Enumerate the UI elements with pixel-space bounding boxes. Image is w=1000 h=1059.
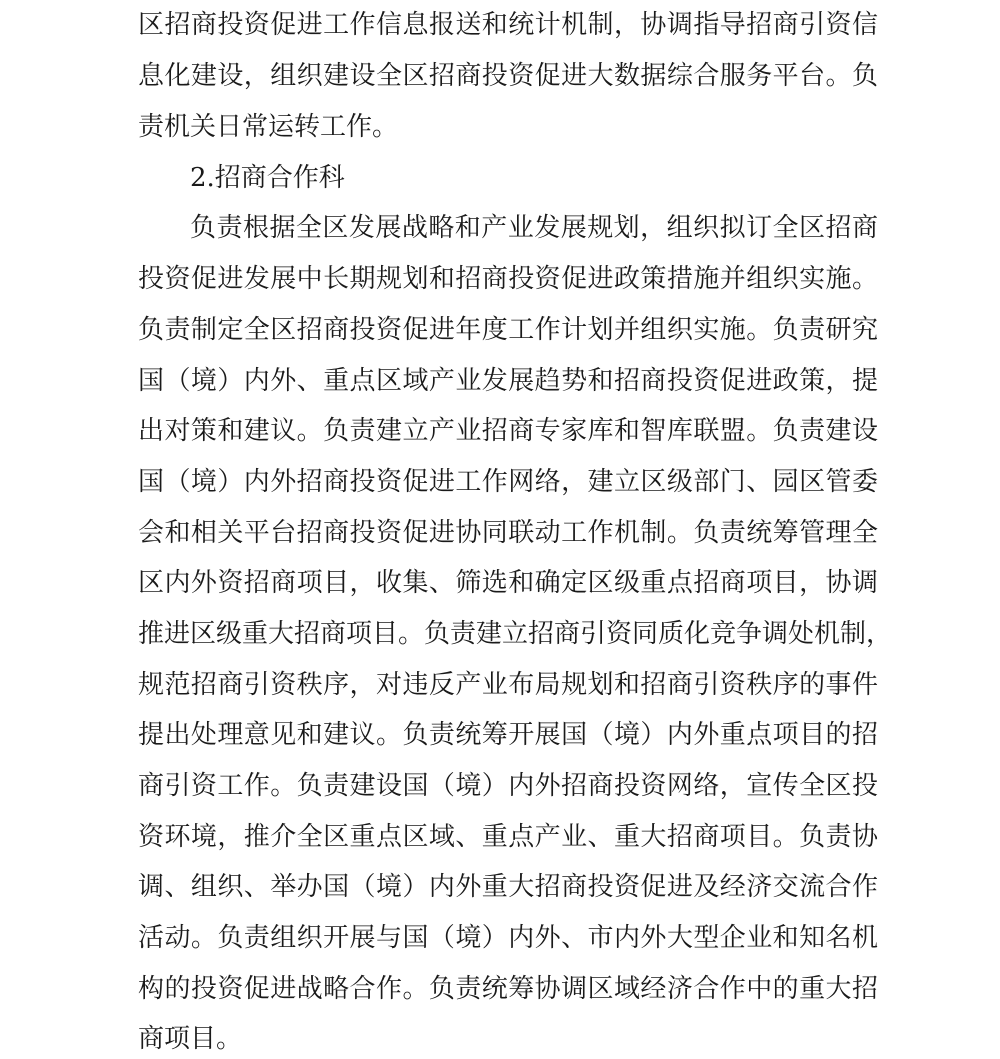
paragraph-line: 国（境）内外招商投资促进工作网络，建立区级部门、园区管委 — [138, 467, 878, 497]
paragraph-line: 活动。负责组织开展与国（境）内外、市内外大型企业和知名机 — [138, 923, 878, 953]
paragraph-line: 构的投资促进战略合作。负责统筹协调区域经济合作中的重大招 — [138, 974, 878, 1004]
paragraph-line: 责机关日常运转工作。 — [138, 112, 399, 142]
paragraph-line: 国（境）内外、重点区域产业发展趋势和招商投资促进政策，提 — [138, 366, 878, 396]
paragraph-line: 资环境，推介全区重点区域、重点产业、重大招商项目。负责协 — [138, 822, 878, 852]
paragraph-line: 投资促进发展中长期规划和招商投资促进政策措施并组织实施。 — [138, 264, 878, 294]
paragraph-line: 出对策和建议。负责建立产业招商专家库和智库联盟。负责建设 — [138, 416, 878, 446]
paragraph-line: 息化建设，组织建设全区招商投资促进大数据综合服务平台。负 — [138, 61, 878, 91]
paragraph-line: 区内外资招商项目，收集、筛选和确定区级重点招商项目，协调 — [138, 568, 878, 598]
paragraph-line: 规范招商引资秩序，对违反产业布局规划和招商引资秩序的事件 — [138, 670, 878, 700]
paragraph-line: 区招商投资促进工作信息报送和统计机制，协调指导招商引资信 — [138, 10, 878, 40]
paragraph-line: 负责根据全区发展战略和产业发展规划，组织拟订全区招商 — [190, 213, 878, 243]
paragraph-line: 推进区级重大招商项目。负责建立招商引资同质化竞争调处机制， — [138, 619, 893, 649]
paragraph-line: 会和相关平台招商投资促进协同联动工作机制。负责统筹管理全 — [138, 518, 878, 548]
paragraph-line: 调、组织、举办国（境）内外重大招商投资促进及经济交流合作 — [138, 872, 878, 902]
paragraph-line: 商项目。 — [138, 1024, 243, 1054]
section-heading: 2.招商合作科 — [190, 163, 345, 193]
paragraph-line: 负责制定全区招商投资促进年度工作计划并组织实施。负责研究 — [138, 315, 878, 345]
paragraph-line: 商引资工作。负责建设国（境）内外招商投资网络，宣传全区投 — [138, 771, 878, 801]
paragraph-line: 提出处理意见和建议。负责统筹开展国（境）内外重点项目的招 — [138, 720, 878, 750]
